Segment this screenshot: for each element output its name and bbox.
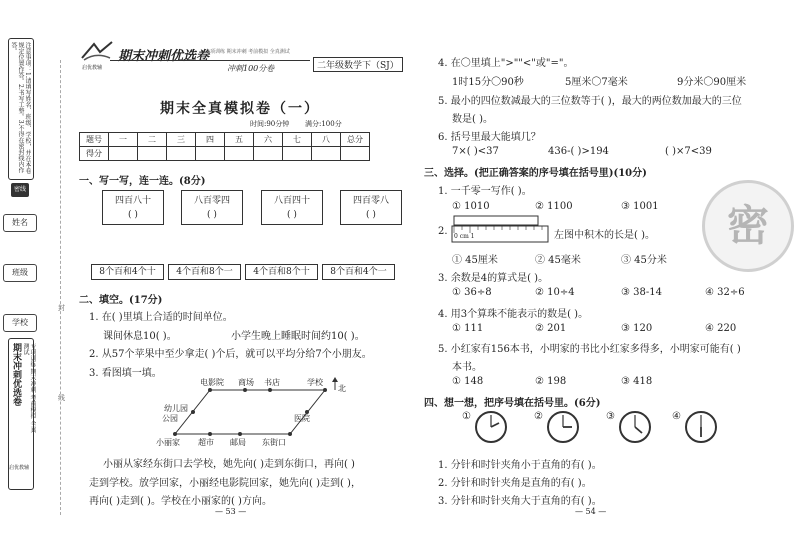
table-header: 二 [138, 133, 167, 147]
bottom-logo-text: 启优教辅 [9, 465, 30, 471]
score-cell[interactable] [283, 147, 312, 161]
map-label-home: 小丽家 [156, 438, 180, 447]
sub-brand: 冲刺100分卷 [227, 64, 275, 73]
r-q5b: 数是( )。 [452, 114, 493, 125]
r-q4c: 9分米〇90厘米 [677, 77, 747, 88]
clock-label: ① [462, 411, 471, 422]
place-marker [191, 410, 195, 414]
word-blank[interactable]: ( ) [366, 210, 376, 220]
notes-box [8, 38, 34, 180]
place-marker [323, 388, 327, 392]
table-header: 一 [109, 133, 138, 147]
exam-title: 期末全真模拟卷（一） [160, 101, 320, 117]
score-table [79, 132, 370, 161]
map-label-east-junction: 东街口 [262, 438, 286, 447]
page-number-right: — 54 — [575, 507, 607, 516]
place-marker [288, 432, 292, 436]
c5: 5. 小红家有156本书，小明家的书比小红家多得多，小明家可能有( ) [438, 344, 741, 355]
d3: 3. 分针和时针夹角大于直角的有( )。 [438, 496, 602, 507]
brand-slogans: 专项训练 期末冲刺 考前模拟 全真测试 [205, 49, 290, 55]
c5-option[interactable]: ① 148 [452, 376, 484, 387]
section2-title: 二、填空。(17分) [79, 295, 163, 306]
place-marker [238, 432, 242, 436]
header-rule [110, 60, 310, 61]
c1: 1. 一千零一写作( )。 [438, 186, 532, 197]
place-marker [173, 432, 177, 436]
page-number-left: — 53 — [215, 507, 247, 516]
place-marker [243, 388, 247, 392]
seal-lines-text: 密线 [11, 183, 29, 197]
seal-mark-xian: 线 [58, 394, 65, 402]
answer-box[interactable]: 8个百和4个十 [91, 264, 164, 280]
answer-box[interactable]: 8个百和4个一 [322, 264, 395, 280]
map-label-park: 公园 [162, 414, 178, 423]
map-label-cinema: 电影院 [200, 378, 224, 387]
r-q6b: 436-( )>194 [548, 146, 609, 157]
exam-full-score: 满分:100分 [305, 120, 342, 128]
word-text: 四百八十 [114, 196, 151, 206]
clock-icon [618, 410, 652, 444]
table-header: 三 [167, 133, 196, 147]
bottom-brand: 期末冲刺优选卷 [11, 343, 21, 406]
logo-text: 启优教辅 [82, 65, 103, 71]
north-arrow-icon [332, 377, 338, 382]
word-box [102, 190, 164, 225]
score-cell[interactable] [312, 147, 341, 161]
table-header: 四 [196, 133, 225, 147]
word-text: 四百零八 [352, 196, 389, 206]
r-q6: 6. 括号里最大能填几？ [438, 132, 541, 143]
map-label-bookstore: 书店 [264, 378, 280, 387]
c5b: 本书。 [452, 362, 482, 373]
place-marker [208, 432, 212, 436]
s2-para1: 小丽从家经东街口去学校，她先向( )走到东街口，再向( ) [103, 459, 355, 470]
r-q4a: 1时15分〇90秒 [452, 77, 524, 88]
section4-title: 四、想一想，把序号填在括号里。(6分) [424, 398, 601, 409]
word-blank[interactable]: ( ) [287, 210, 297, 220]
r-q5: 5. 最小的四位数减最大的三位数等于( )，最大的两位数加最大的三位 [438, 96, 742, 107]
c2: 2. [438, 226, 448, 237]
clock-icon [684, 410, 718, 444]
c3-option[interactable]: ① 36÷8 [452, 287, 492, 298]
place-marker [208, 388, 212, 392]
bottom-slogan: 专项训练 期末冲刺 考前模拟 全真测试 [22, 343, 36, 433]
table-header: 题号 [80, 133, 109, 147]
class-field[interactable]: 班级 [3, 264, 37, 282]
answer-box[interactable]: 4个百和8个一 [168, 264, 241, 280]
section1-title: 一、写一写，连一连。(8分) [79, 176, 206, 187]
c4-option[interactable]: ④ 220 [705, 323, 737, 334]
clock-label: ② [534, 411, 543, 422]
r-q4: 4. 在〇里填上">""<"或"="。 [438, 58, 574, 69]
map-label-hospital: 医院 [294, 414, 310, 423]
brand-title: 期末冲刺优选卷 [118, 49, 210, 64]
clock-label: ④ [672, 411, 681, 422]
word-box [261, 190, 323, 225]
c4-option[interactable]: ① 111 [452, 323, 484, 334]
c3: 3. 余数是4的算式是( )。 [438, 273, 549, 284]
seal-stamp-text: 密 [726, 201, 769, 250]
notes-text: 注意事项：1.请填写姓名、班级、学校，并在本卷规定位置作答。2.书写工整。3.不得在密封线内作答。 [10, 42, 31, 174]
s2-q2: 2. 从57个苹果中至少拿走( )个后，就可以平均分给7个小朋友。 [89, 349, 372, 360]
score-cell[interactable] [109, 147, 138, 161]
score-cell[interactable] [341, 147, 370, 161]
c4-option[interactable]: ② 201 [535, 323, 567, 334]
r-q4b: 5厘米〇7毫米 [565, 77, 628, 88]
map-label-mall: 商场 [238, 378, 254, 387]
table-row-label: 得分 [80, 147, 109, 161]
c1-option[interactable]: ③ 1001 [621, 201, 659, 212]
word-blank[interactable]: ( ) [207, 210, 217, 220]
c3-option[interactable]: ② 10÷4 [535, 287, 575, 298]
map-label-school: 学校 [307, 378, 323, 387]
c5-option[interactable]: ③ 418 [621, 376, 653, 387]
exam-time: 时间:90分钟 [250, 120, 290, 128]
d1: 1. 分针和时针夹角小于直角的有( )。 [438, 460, 602, 471]
clock-icon [546, 410, 580, 444]
c2b: 左图中积木的长是( )。 [554, 230, 655, 241]
map-label-north: 北 [338, 384, 346, 393]
d2: 2. 分针和时针夹角是直角的有( )。 [438, 478, 592, 489]
score-table-header-row [80, 133, 370, 147]
sidebar [0, 38, 65, 508]
name-field[interactable]: 姓名 [3, 214, 37, 232]
word-text: 八百零四 [193, 196, 230, 206]
brand-logo-icon [80, 40, 114, 64]
c1-option[interactable]: ① 1010 [452, 201, 490, 212]
place-marker [268, 388, 272, 392]
answer-box[interactable]: 4个百和8个十 [245, 264, 318, 280]
word-box [340, 190, 402, 225]
s2-q1b: 小学生晚上睡眠时间约10( )。 [231, 331, 365, 342]
score-cell[interactable] [254, 147, 283, 161]
map-label-kindergarten: 幼儿园 [164, 404, 188, 413]
table-header: 八 [312, 133, 341, 147]
word-blank[interactable]: ( ) [128, 210, 138, 220]
s2-q1: 1. 在( )里填上合适的时间单位。 [89, 312, 233, 323]
table-header: 七 [283, 133, 312, 147]
table-header: 六 [254, 133, 283, 147]
s2-para2: 走到学校。放学回家，小丽经电影院回家，她先向( )走到( )， [89, 478, 361, 489]
s2-q1a: 课间休息10( )。 [103, 331, 177, 342]
ruler-label: 0 cm 1 [454, 233, 475, 240]
page-divider-left [60, 60, 62, 515]
word-text: 八百四十 [273, 196, 310, 206]
c4: 4. 用3个算珠不能表示的数是( )。 [438, 309, 589, 320]
r-q6a: 7×( )<37 [452, 146, 499, 157]
map-label-post: 邮局 [230, 438, 246, 447]
clock-label: ③ [606, 411, 615, 422]
score-cell[interactable] [138, 147, 167, 161]
s2-para3: 再向( )走到( )。学校在小丽家的( )方向。 [89, 496, 272, 507]
score-table-score-row [80, 147, 370, 161]
table-header: 五 [225, 133, 254, 147]
c4-option[interactable]: ③ 120 [621, 323, 653, 334]
score-cell[interactable] [225, 147, 254, 161]
c1-option[interactable]: ② 1100 [535, 201, 573, 212]
table-header: 总分 [341, 133, 370, 147]
block-shape [454, 216, 538, 225]
grade-label: 二年级数学下（SJ） [313, 57, 403, 72]
score-cell[interactable] [196, 147, 225, 161]
c3-option[interactable]: ④ 32÷6 [705, 287, 745, 298]
seal-mark-feng: 封 [58, 304, 65, 312]
map-label-supermarket: 超市 [198, 438, 214, 447]
r-q6c: ( )×7<39 [665, 146, 712, 157]
c2-option[interactable]: ① 45厘米 [452, 255, 498, 266]
s2-q3: 3. 看图填一填。 [89, 368, 162, 379]
word-box [181, 190, 243, 225]
c5-option[interactable]: ② 198 [535, 376, 567, 387]
clock-icon [474, 410, 508, 444]
c2-option[interactable]: ② 45毫米 [535, 255, 581, 266]
seal-stamp [702, 180, 794, 272]
score-cell[interactable] [167, 147, 196, 161]
c2-option[interactable]: ③ 45分米 [621, 255, 667, 266]
section3-title: 三、选择。(把正确答案的序号填在括号里)(10分) [424, 168, 647, 179]
c3-option[interactable]: ③ 38-14 [621, 287, 662, 298]
route-parallelogram [175, 390, 325, 434]
school-field[interactable]: 学校 [3, 314, 37, 332]
bottom-brand-box [8, 338, 34, 490]
